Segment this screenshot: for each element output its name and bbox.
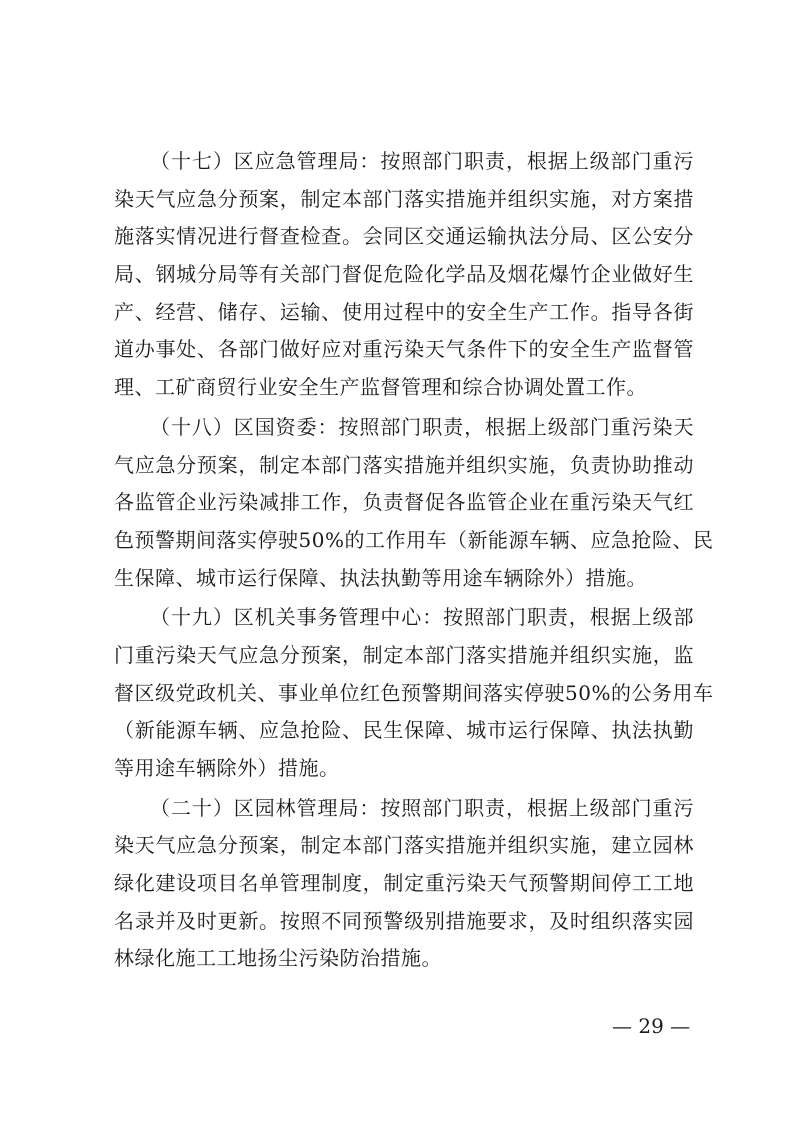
paragraph-line: 气应急分预案，制定本部门落实措施并组织实施，负责协助推动	[114, 452, 694, 477]
paragraph-line: 染天气应急分预案，制定本部门落实措施并组织实施，建立园林	[114, 833, 694, 858]
paragraph-line: 道办事处、各部门做好应对重污染天气条件下的安全生产监督管	[114, 337, 694, 362]
paragraph-line: 督区级党政机关、事业单位红色预警期间落实停驶50%的公务用车	[114, 680, 714, 705]
paragraph-line: 局、钢城分局等有关部门督促危险化学品及烟花爆竹企业做好生	[114, 262, 694, 287]
paragraph-district-affairs-management-center	[114, 599, 714, 787]
paragraph-district-landscaping-bureau	[114, 790, 694, 978]
paragraph-district-emergency-management-bureau	[114, 143, 694, 407]
paragraph-line: 名录并及时更新。按照不同预警级别措施要求，及时组织落实园	[114, 908, 694, 933]
document-body	[114, 143, 714, 980]
page-number: — 29 —	[612, 1014, 691, 1038]
paragraph-line: 生保障、城市运行保障、执法执勤等用途车辆除外）措施。	[114, 565, 647, 590]
paragraph-district-sasac	[114, 409, 714, 597]
paragraph-line: 各监管企业污染减排工作，负责督促各监管企业在重污染天气红	[114, 490, 694, 515]
paragraph-line: （新能源车辆、应急抢险、民生保障、城市运行保障、执法执勤	[114, 718, 694, 743]
paragraph-line: 林绿化施工工地扬尘污染防治措施。	[114, 946, 442, 971]
paragraph-line: 等用途车辆除外）措施。	[114, 756, 340, 780]
paragraph-line: 产、经营、储存、运输、使用过程中的安全生产工作。指导各街	[114, 299, 694, 324]
paragraph-line: 理、工矿商贸行业安全生产监督管理和综合协调处置工作。	[114, 375, 647, 400]
paragraph-line: 施落实情况进行督查检查。会同区交通运输执法分局、区公安分	[114, 224, 694, 249]
paragraph-line: 染天气应急分预案，制定本部门落实措施并组织实施，对方案措	[114, 186, 694, 211]
paragraph-line: 绿化建设项目名单管理制度，制定重污染天气预警期间停工工地	[114, 871, 694, 896]
paragraph-line: 门重污染天气应急分预案，制定本部门落实措施并组织实施，监	[114, 642, 694, 667]
paragraph-line: 色预警期间落实停驶50%的工作用车（新能源车辆、应急抢险、民	[114, 527, 714, 552]
paragraph-line: （十八）区国资委：按照部门职责，根据上级部门重污染天	[150, 414, 694, 439]
paragraph-line: （二十）区园林管理局：按照部门职责，根据上级部门重污	[150, 795, 694, 820]
paragraph-line: （十七）区应急管理局：按照部门职责，根据上级部门重污	[150, 149, 694, 173]
paragraph-line: （十九）区机关事务管理中心：按照部门职责，根据上级部	[150, 605, 694, 630]
